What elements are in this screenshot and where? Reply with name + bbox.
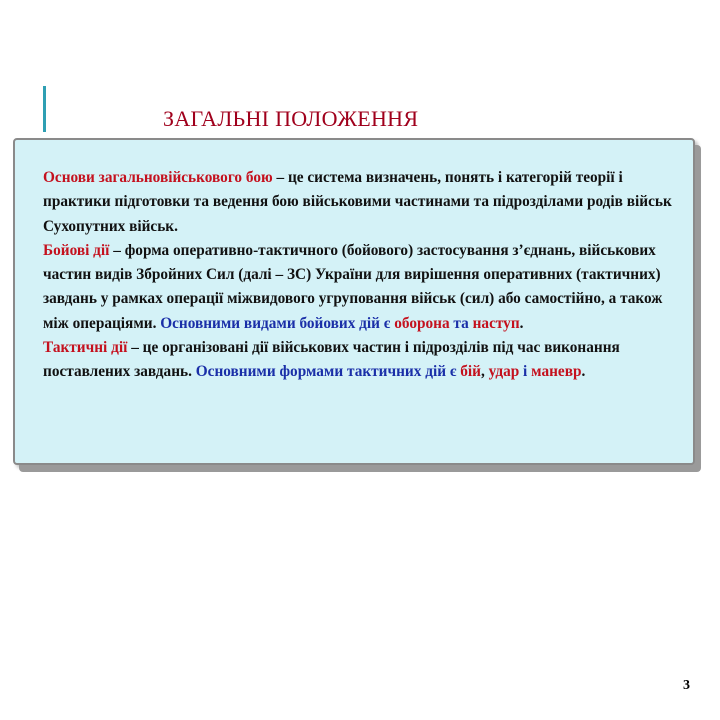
- term-combat-actions: Бойові дії: [43, 241, 110, 259]
- highlight-main-types: Основними видами бойових дій є: [160, 314, 391, 332]
- accent-line: [43, 86, 46, 132]
- comma: ,: [481, 363, 485, 381]
- page-number: 3: [683, 678, 690, 693]
- conjunction-and-2: і: [519, 363, 528, 381]
- definition-basics: – це система визначень, понять і категорій теорії і практики підготовки та ведення бою військовими частинами та підрозділами родів військ Сухопутних військ.: [43, 169, 672, 235]
- body-text: [43, 166, 683, 385]
- term-defense: оборона: [390, 314, 450, 332]
- period-2: .: [581, 363, 586, 381]
- term-battle: бій: [456, 363, 481, 381]
- definition-tactical-actions: – це організовані дії військових частин і підрозділів під час виконання поставлених завдань.: [43, 339, 620, 381]
- term-basics: Основи загальновійськового бою: [43, 169, 273, 186]
- term-tactical-actions: Тактичні дії: [43, 339, 128, 357]
- slide-title: ЗАГАЛЬНІ ПОЛОЖЕННЯ: [163, 106, 419, 131]
- period-1: .: [519, 314, 524, 332]
- conjunction-and-1: та: [449, 314, 469, 332]
- term-maneuver: маневр: [527, 363, 582, 381]
- highlight-main-forms: Основними формами тактичних дій є: [195, 363, 457, 381]
- definition-combat-actions: – форма оперативно-тактичного (бойового) застосування з’єднань, військових частин видів Збройних Сил (далі – ЗС) України для вирішення оперативних (тактичних) завдань у рамках операції міжвидового угруповання військ (сил) або самостійно, а також між операціями.: [43, 241, 663, 332]
- term-strike: удар: [484, 363, 520, 381]
- term-offense: наступ: [468, 314, 520, 332]
